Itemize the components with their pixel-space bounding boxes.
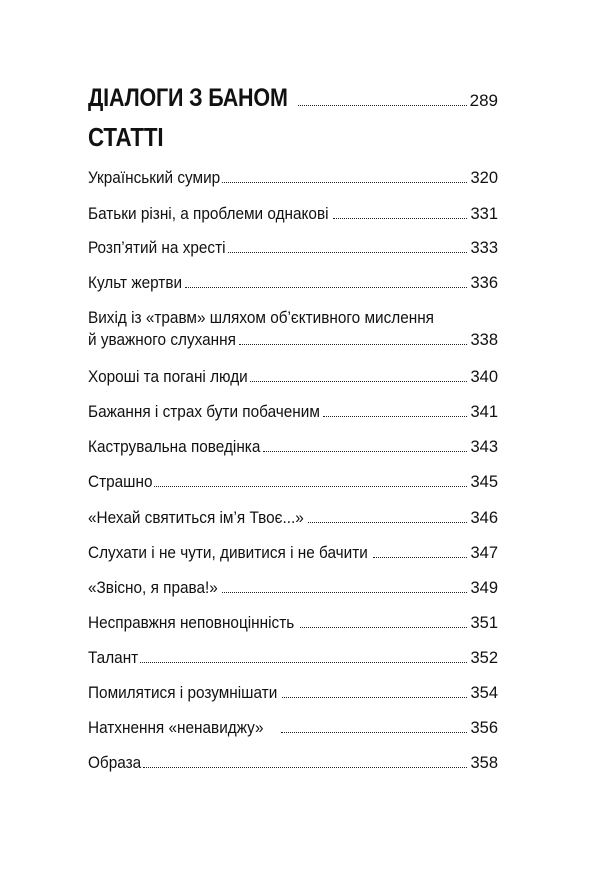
toc-entry[interactable]	[88, 753, 498, 773]
entry-title: Слухати і не чути, дивитися і не бачити	[88, 544, 368, 562]
dot-leader	[250, 381, 468, 382]
page-number: 347	[470, 544, 498, 562]
page-number: 340	[470, 368, 498, 386]
entry-title: Несправжня неповноцінність	[88, 614, 295, 632]
page-number: 333	[470, 239, 498, 257]
page-number: 331	[470, 205, 498, 223]
toc-entry[interactable]	[88, 238, 498, 258]
entry-title: Бажання і страх бути побаченим	[88, 403, 320, 421]
dot-leader	[300, 627, 468, 628]
page-number: 338	[470, 331, 498, 349]
entry-title: Розп’ятий на хресті	[88, 239, 226, 257]
page-number: 289	[469, 91, 498, 110]
section-title: ДІАЛОГИ З БАНОМ	[88, 84, 288, 112]
entry-title: Український сумир	[88, 169, 221, 187]
toc-entry[interactable]	[88, 543, 498, 563]
dot-leader	[323, 416, 467, 417]
dot-leader	[185, 287, 467, 288]
entry-title: Каструвальна поведінка	[88, 438, 261, 456]
toc-entry[interactable]	[88, 613, 498, 633]
dot-leader	[281, 732, 468, 733]
entry-title: Талант	[88, 649, 139, 667]
entry-title: Хороші та погані люди	[88, 368, 248, 386]
dot-leader	[333, 218, 468, 219]
page-number: 320	[470, 169, 498, 187]
entry-title: Натхнення «ненавиджу»	[88, 719, 264, 737]
dot-leader	[263, 451, 467, 452]
toc-entry[interactable]	[88, 578, 498, 598]
page-number: 341	[470, 403, 498, 421]
dot-leader	[228, 252, 468, 253]
entry-title: Культ жертви	[88, 274, 183, 292]
toc-entry[interactable]	[88, 718, 498, 738]
dot-leader	[222, 592, 468, 593]
toc-entry[interactable]	[88, 437, 498, 457]
page-number: 349	[470, 579, 498, 597]
section-heading-dialogues[interactable]	[88, 84, 498, 113]
toc-entry[interactable]	[88, 648, 498, 668]
toc-entry[interactable]	[88, 402, 498, 422]
dot-leader	[298, 105, 466, 106]
dot-leader	[239, 344, 467, 345]
entry-title-line2-row	[88, 330, 498, 350]
section-title: СТАТТІ	[88, 122, 164, 152]
dot-leader	[308, 522, 467, 523]
toc-entry[interactable]	[88, 683, 498, 703]
dot-leader	[140, 662, 467, 663]
entry-title: «Нехай святиться ім’я Твоє...»	[88, 509, 304, 527]
entry-title-line2: й уважного слухання	[88, 331, 236, 349]
dot-leader	[282, 697, 468, 698]
dot-leader	[154, 486, 467, 487]
page-number: 351	[470, 614, 498, 632]
page-number: 352	[470, 649, 498, 667]
entry-title: Помилятися і розумнішати	[88, 684, 278, 702]
entry-title: Батьки різні, а проблеми однакові	[88, 205, 329, 223]
toc-entry[interactable]	[88, 168, 498, 188]
page-number: 345	[470, 473, 498, 491]
entry-title: Образа	[88, 754, 142, 772]
page-number: 354	[470, 684, 498, 702]
entry-title: Страшно	[88, 473, 153, 491]
page-number: 358	[470, 754, 498, 772]
page-number: 343	[470, 438, 498, 456]
toc-entry[interactable]	[88, 508, 498, 528]
toc-entry[interactable]	[88, 273, 498, 293]
toc-entry[interactable]	[88, 204, 498, 224]
toc-entry[interactable]	[88, 472, 498, 492]
entry-title-line1: Вихід із «травм» шляхом об’єктивного мислення	[88, 309, 435, 327]
toc-entry[interactable]	[88, 367, 498, 387]
page-number: 336	[470, 274, 498, 292]
section-heading-articles	[88, 122, 498, 153]
dot-leader	[143, 767, 467, 768]
entry-title: «Звісно, я права!»	[88, 579, 218, 597]
toc-entry[interactable]	[88, 308, 498, 350]
dot-leader	[222, 182, 467, 183]
page-number: 346	[470, 509, 498, 527]
dot-leader	[373, 557, 468, 558]
page-number: 356	[470, 719, 498, 737]
